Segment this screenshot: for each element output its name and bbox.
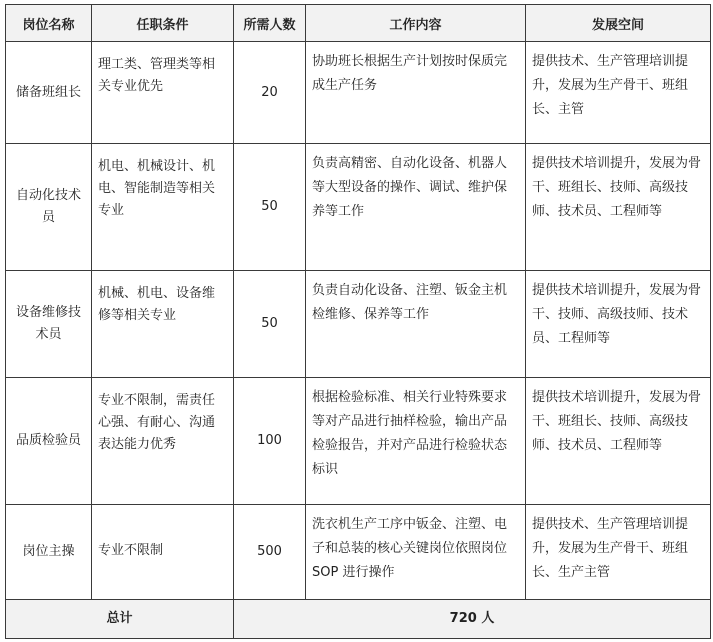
requirement: 专业不限制，需责任心强、有耐心、沟通表达能力优秀: [92, 378, 234, 505]
header-requirement: 任职条件: [92, 5, 234, 42]
table-footer: [6, 600, 711, 639]
work-content: 负责自动化设备、注塑、钣金主机检维修、保养等工作: [306, 271, 526, 378]
table-header: [6, 5, 711, 42]
total-row: [6, 600, 711, 639]
header-count: 所需人数: [234, 5, 306, 42]
work-content: 根据检验标准、相关行业特殊要求等对产品进行抽样检验，输出产品检验报告，并对产品进行检验状态标识: [306, 378, 526, 505]
growth-path: 提供技术培训提升，发展为骨干、班组长、技师、高级技师、技术员、工程师等: [526, 144, 711, 271]
table-row: [6, 378, 711, 505]
requirement: 机电、机械设计、机电、智能制造等相关专业: [92, 144, 234, 271]
position-name: 设备维修技术员: [6, 271, 92, 378]
total-label: 总计: [6, 600, 234, 639]
total-value: 720 人: [234, 600, 711, 639]
header-work-content: 工作内容: [306, 5, 526, 42]
position-name: 储备班组长: [6, 42, 92, 144]
growth-path: 提供技术培训提升，发展为骨干、技师、高级技师、技术员、工程师等: [526, 271, 711, 378]
header-growth: 发展空间: [526, 5, 711, 42]
requirement: 专业不限制: [92, 505, 234, 600]
position-name: 品质检验员: [6, 378, 92, 505]
table-row: [6, 144, 711, 271]
position-name: 自动化技术员: [6, 144, 92, 271]
work-content: 协助班长根据生产计划按时保质完成生产任务: [306, 42, 526, 144]
position-name: 岗位主操: [6, 505, 92, 600]
table-row: [6, 505, 711, 600]
work-content: 洗衣机生产工序中钣金、注塑、电子和总装的核心关键岗位依照岗位 SOP 进行操作: [306, 505, 526, 600]
table-row: [6, 271, 711, 378]
head-count: 100: [234, 378, 306, 505]
requirement: 机械、机电、设备维修等相关专业: [92, 271, 234, 378]
table-body: [6, 42, 711, 600]
growth-path: 提供技术培训提升，发展为骨干、班组长、技师、高级技师、技术员、工程师等: [526, 378, 711, 505]
requirement: 理工类、管理类等相关专业优先: [92, 42, 234, 144]
recruitment-table-container: [5, 4, 710, 639]
head-count: 20: [234, 42, 306, 144]
work-content: 负责高精密、自动化设备、机器人等大型设备的操作、调试、维护保养等工作: [306, 144, 526, 271]
growth-path: 提供技术、生产管理培训提升，发展为生产骨干、班组长、生产主管: [526, 505, 711, 600]
table-row: [6, 42, 711, 144]
header-row: [6, 5, 711, 42]
head-count: 50: [234, 271, 306, 378]
growth-path: 提供技术、生产管理培训提升，发展为生产骨干、班组长、主管: [526, 42, 711, 144]
header-position-name: 岗位名称: [6, 5, 92, 42]
head-count: 500: [234, 505, 306, 600]
recruitment-table: [5, 4, 711, 639]
head-count: 50: [234, 144, 306, 271]
